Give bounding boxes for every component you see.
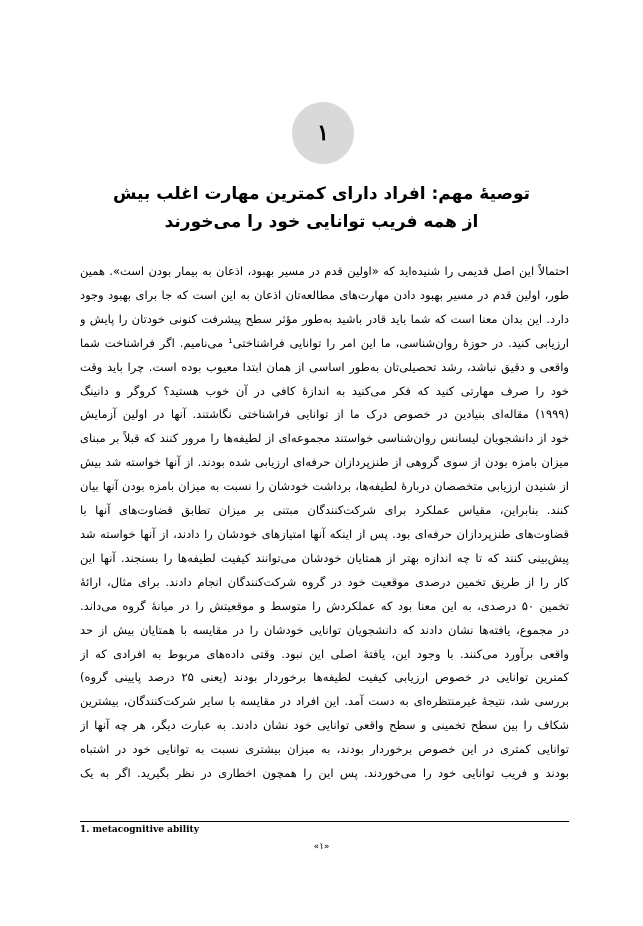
body-line: کمترین توانایی در خصوص ارزیابی کیفیت لطیفه‌ها برخوردار بودند (یعنی ۲۵ درصد پایینی گروه) — [80, 670, 569, 685]
body-line: توانایی کمتری در این خصوص برخوردار بودند، به میزان بیشتری نسبت به توانایی خود در اشتباه — [80, 742, 569, 757]
body-text — [80, 260, 569, 786]
body-line: واقعی و دقیق نباشد، رشد تحصیلی‌تان به‌طور اساسی از همان ابتدا معیوب بوده است. چرا باید وقت — [80, 359, 569, 374]
body-line: خود را صرف مهارتی کنید که فکر می‌کنید به اندازهٔ کافی در آن خوب هستید؟ کروگر و دانینگ — [80, 383, 569, 398]
body-line: کار را از طریق تخمین درصدی موقعیت خود در گروه شرکت‌کنندگان انجام دادند. برای مثال، ارائهٔ — [80, 574, 569, 589]
body-line: تخمین ۵۰ درصدی، به این معنا بود که عملکردش را متوسط و موقعیتش را در میانهٔ گروه می‌داند. — [80, 598, 569, 613]
body-line: (۱۹۹۹) مقاله‌ای بنیادین در خصوص درک ما از توانایی فراشناختی نگاشتند. آنها در اولین آزمایش — [80, 407, 569, 422]
body-line: احتمالاً این اصل قدیمی را شنیده‌اید که «اولین قدم در مسیر بهبود، اذعان به بیمار بودن است». همین — [80, 264, 569, 278]
body-line: پیش‌بینی کنند که تا چه اندازه بهتر از همتایان خودشان می‌توانند کیفیت لطیفه‌ها را بسنجند. آنها این — [80, 550, 569, 565]
body-line: طور، اولین قدم در مسیر بهبود دادن مهارت‌های مطالعه‌تان اذعان به این است که جا برای بهبود وجود — [80, 287, 569, 302]
body-line: خود از دانشجویان لیسانس روان‌شناسی خواستند مجموعه‌ای از لطیفه‌ها را مرور کنند که قبلاً بر مبنای — [80, 431, 569, 446]
chapter-number-badge: ۱ — [292, 102, 354, 164]
body-line: قضاوت‌های طنزپردازان حرفه‌ای بود. پس از اینکه آنها امتیازهای خودشان را دادند، از آنها خواسته شد — [80, 526, 569, 541]
body-line: بررسی شد، نتیجهٔ غیرمنتظره‌ای به دست آمد. این افراد در مقایسه با سایر شرکت‌کنندگان، بیشترین — [80, 694, 569, 709]
chapter-title-line-2: از همه فریب توانایی خود را می‌خورند — [164, 212, 479, 232]
body-line: در مجموع، یافته‌ها نشان دادند که دانشجویان توانایی خودشان را در مقایسه با همتایان بیش از حد — [80, 622, 569, 637]
footnote: 1. metacognitive ability — [80, 825, 199, 835]
body-line: بودند و فریب توانایی خود را می‌خوردند. پس این را همچون اخطاری در نظر بگیرید. اگر به یک — [80, 766, 569, 781]
body-line: دارد. این بدان معنا است که شما باید قادر باشید به‌طور مؤثر سطح پیشرفت کنونی خودتان را پایش و — [80, 311, 569, 326]
body-line: کنند. بنابراین، مقیاس عملکرد برای شرکت‌کنندگان مبتنی بر میزان تطابق قضاوت‌های آنها با — [80, 503, 569, 518]
footnote-divider — [80, 821, 569, 822]
chapter-title-line-1: توصیهٔ مهم: افراد دارای کمترین مهارت اغلب بیش — [112, 184, 531, 204]
body-line: میزان بامزه بودن از سوی گروهی از طنزپردازان حرفه‌ای ارزیابی شده بودند. از آنها خواسته شد بیش — [80, 455, 569, 470]
body-line: شکاف را بین سطح تخمینی و سطح واقعی توانایی خود نشان دادند. به عبارت دیگر، هر چه آنها از — [80, 718, 569, 733]
page-number: «۱» — [313, 842, 330, 852]
body-line: ارزیابی کنید. در حوزهٔ روان‌شناسی، ما این امر را توانایی فراشناختی¹ می‌نامیم. اگر فراشناخت شما — [80, 335, 569, 350]
body-line: واقعی برآورد می‌کنند. با وجود این، یافتهٔ اصلی این نبود. وقتی داده‌های مربوط به افرادی که از — [80, 646, 569, 661]
body-line: از شنیدن ارزیابی متخصصان دربارهٔ لطیفه‌ها، برداشت خودشان را نسبت به میزان بامزه بودن آنها بیان — [80, 479, 569, 494]
